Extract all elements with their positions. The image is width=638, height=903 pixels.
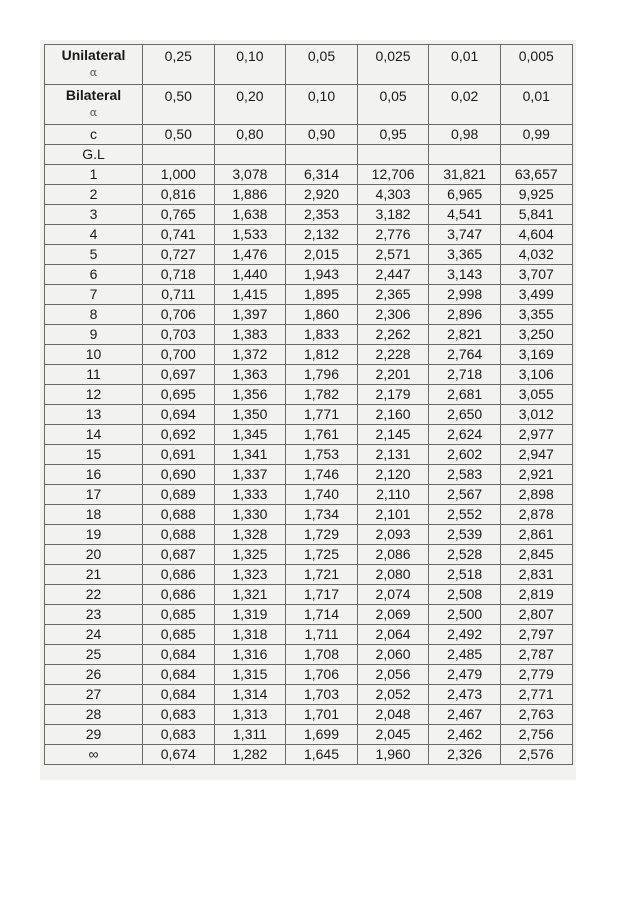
- critical-value-cell: 6,965: [429, 185, 501, 205]
- degrees-of-freedom-cell: 24: [45, 625, 143, 645]
- table-row: [45, 745, 573, 765]
- critical-value-cell: 0,695: [143, 385, 215, 405]
- critical-value-cell: 2,771: [500, 685, 572, 705]
- empty-cell: [500, 145, 572, 165]
- table-row: [45, 725, 573, 745]
- critical-value-cell: 1,943: [286, 265, 358, 285]
- c-value: 0,50: [143, 125, 215, 145]
- critical-value-cell: 2,797: [500, 625, 572, 645]
- critical-value-cell: 2,650: [429, 405, 501, 425]
- confidence-header-row: [45, 125, 573, 145]
- critical-value-cell: 3,078: [214, 165, 286, 185]
- critical-value-cell: 1,708: [286, 645, 358, 665]
- critical-value-cell: 0,692: [143, 425, 215, 445]
- critical-value-cell: 2,052: [357, 685, 429, 705]
- alpha-symbol: α: [89, 66, 98, 79]
- critical-value-cell: 1,313: [214, 705, 286, 725]
- critical-value-cell: 1,833: [286, 325, 358, 345]
- critical-value-cell: 3,182: [357, 205, 429, 225]
- critical-value-cell: 1,746: [286, 465, 358, 485]
- critical-value-cell: 1,397: [214, 305, 286, 325]
- bilateral-label: Bilateral: [65, 87, 122, 103]
- critical-value-cell: 9,925: [500, 185, 572, 205]
- critical-value-cell: 0,690: [143, 465, 215, 485]
- critical-value-cell: 2,779: [500, 665, 572, 685]
- unilateral-value: 0,01: [429, 45, 501, 85]
- critical-value-cell: 2,015: [286, 245, 358, 265]
- critical-value-cell: 0,741: [143, 225, 215, 245]
- degrees-of-freedom-cell: 18: [45, 505, 143, 525]
- critical-value-cell: 0,816: [143, 185, 215, 205]
- critical-value-cell: 2,896: [429, 305, 501, 325]
- critical-value-cell: 1,356: [214, 385, 286, 405]
- critical-value-cell: 1,314: [214, 685, 286, 705]
- critical-value-cell: 0,718: [143, 265, 215, 285]
- critical-value-cell: 0,727: [143, 245, 215, 265]
- critical-value-cell: 0,685: [143, 625, 215, 645]
- critical-value-cell: 1,699: [286, 725, 358, 745]
- critical-value-cell: 0,703: [143, 325, 215, 345]
- critical-value-cell: 1,325: [214, 545, 286, 565]
- critical-value-cell: 12,706: [357, 165, 429, 185]
- degrees-of-freedom-cell: 7: [45, 285, 143, 305]
- critical-value-cell: 2,201: [357, 365, 429, 385]
- critical-value-cell: 0,765: [143, 205, 215, 225]
- table-row: [45, 265, 573, 285]
- critical-value-cell: 2,485: [429, 645, 501, 665]
- critical-value-cell: 1,729: [286, 525, 358, 545]
- table-row: [45, 585, 573, 605]
- degrees-of-freedom-cell: 19: [45, 525, 143, 545]
- critical-value-cell: 2,998: [429, 285, 501, 305]
- critical-value-cell: 3,250: [500, 325, 572, 345]
- critical-value-cell: 2,539: [429, 525, 501, 545]
- critical-value-cell: 2,718: [429, 365, 501, 385]
- critical-value-cell: 2,756: [500, 725, 572, 745]
- critical-value-cell: 1,383: [214, 325, 286, 345]
- critical-value-cell: 1,476: [214, 245, 286, 265]
- critical-value-cell: 2,508: [429, 585, 501, 605]
- degrees-of-freedom-cell: 21: [45, 565, 143, 585]
- critical-value-cell: 0,683: [143, 705, 215, 725]
- critical-value-cell: 3,012: [500, 405, 572, 425]
- degrees-of-freedom-cell: 16: [45, 465, 143, 485]
- critical-value-cell: 1,706: [286, 665, 358, 685]
- degrees-of-freedom-cell: 6: [45, 265, 143, 285]
- critical-value-cell: 4,303: [357, 185, 429, 205]
- critical-value-cell: 2,763: [500, 705, 572, 725]
- critical-value-cell: 2,624: [429, 425, 501, 445]
- critical-value-cell: 2,160: [357, 405, 429, 425]
- degrees-of-freedom-cell: 20: [45, 545, 143, 565]
- table-row: [45, 385, 573, 405]
- degrees-of-freedom-cell: 17: [45, 485, 143, 505]
- critical-value-cell: 1,812: [286, 345, 358, 365]
- critical-value-cell: 0,684: [143, 685, 215, 705]
- critical-value-cell: 4,604: [500, 225, 572, 245]
- t-distribution-table: [44, 44, 573, 765]
- critical-value-cell: 1,796: [286, 365, 358, 385]
- critical-value-cell: 2,602: [429, 445, 501, 465]
- critical-value-cell: 3,365: [429, 245, 501, 265]
- critical-value-cell: 0,686: [143, 565, 215, 585]
- critical-value-cell: 2,064: [357, 625, 429, 645]
- critical-value-cell: 2,228: [357, 345, 429, 365]
- empty-cell: [143, 145, 215, 165]
- degrees-of-freedom-header-row: [45, 145, 573, 165]
- bilateral-value: 0,10: [286, 85, 358, 125]
- degrees-of-freedom-cell: 5: [45, 245, 143, 265]
- table-row: [45, 365, 573, 385]
- critical-value-cell: 0,691: [143, 445, 215, 465]
- critical-value-cell: 1,321: [214, 585, 286, 605]
- table-row: [45, 685, 573, 705]
- critical-value-cell: 1,319: [214, 605, 286, 625]
- critical-value-cell: 2,764: [429, 345, 501, 365]
- critical-value-cell: 3,707: [500, 265, 572, 285]
- critical-value-cell: 3,106: [500, 365, 572, 385]
- critical-value-cell: 2,920: [286, 185, 358, 205]
- unilateral-label: Unilateral: [61, 47, 126, 63]
- critical-value-cell: 2,977: [500, 425, 572, 445]
- critical-value-cell: 2,518: [429, 565, 501, 585]
- c-label: c: [45, 125, 143, 145]
- critical-value-cell: 2,479: [429, 665, 501, 685]
- critical-value-cell: 2,681: [429, 385, 501, 405]
- bilateral-value: 0,02: [429, 85, 501, 125]
- critical-value-cell: 1,886: [214, 185, 286, 205]
- critical-value-cell: 2,056: [357, 665, 429, 685]
- critical-value-cell: 2,179: [357, 385, 429, 405]
- critical-value-cell: 2,807: [500, 605, 572, 625]
- c-value: 0,80: [214, 125, 286, 145]
- table-row: [45, 425, 573, 445]
- critical-value-cell: 2,353: [286, 205, 358, 225]
- empty-cell: [214, 145, 286, 165]
- critical-value-cell: 2,787: [500, 645, 572, 665]
- critical-value-cell: 1,330: [214, 505, 286, 525]
- table-row: [45, 285, 573, 305]
- critical-value-cell: 2,462: [429, 725, 501, 745]
- bilateral-header-row: [45, 85, 573, 125]
- critical-value-cell: 2,845: [500, 545, 572, 565]
- degrees-of-freedom-cell: 23: [45, 605, 143, 625]
- critical-value-cell: 3,055: [500, 385, 572, 405]
- unilateral-value: 0,25: [143, 45, 215, 85]
- critical-value-cell: 1,771: [286, 405, 358, 425]
- critical-value-cell: 1,440: [214, 265, 286, 285]
- critical-value-cell: 1,645: [286, 745, 358, 765]
- critical-value-cell: 0,711: [143, 285, 215, 305]
- critical-value-cell: 1,415: [214, 285, 286, 305]
- critical-value-cell: 1,725: [286, 545, 358, 565]
- critical-value-cell: 3,747: [429, 225, 501, 245]
- critical-value-cell: 1,363: [214, 365, 286, 385]
- unilateral-value: 0,025: [357, 45, 429, 85]
- critical-value-cell: 2,821: [429, 325, 501, 345]
- critical-value-cell: 1,638: [214, 205, 286, 225]
- critical-value-cell: 2,500: [429, 605, 501, 625]
- critical-value-cell: 2,110: [357, 485, 429, 505]
- table-row: [45, 305, 573, 325]
- critical-value-cell: 1,703: [286, 685, 358, 705]
- critical-value-cell: 2,045: [357, 725, 429, 745]
- degrees-of-freedom-cell: 15: [45, 445, 143, 465]
- critical-value-cell: 1,761: [286, 425, 358, 445]
- critical-value-cell: 2,131: [357, 445, 429, 465]
- critical-value-cell: 1,717: [286, 585, 358, 605]
- unilateral-value: 0,10: [214, 45, 286, 85]
- degrees-of-freedom-cell: 2: [45, 185, 143, 205]
- table-row: [45, 405, 573, 425]
- critical-value-cell: 2,365: [357, 285, 429, 305]
- degrees-of-freedom-cell: 29: [45, 725, 143, 745]
- degrees-of-freedom-cell: 4: [45, 225, 143, 245]
- degrees-of-freedom-cell: 26: [45, 665, 143, 685]
- critical-value-cell: 1,895: [286, 285, 358, 305]
- critical-value-cell: 6,314: [286, 165, 358, 185]
- critical-value-cell: 1,318: [214, 625, 286, 645]
- critical-value-cell: 1,533: [214, 225, 286, 245]
- critical-value-cell: 3,143: [429, 265, 501, 285]
- critical-value-cell: 2,467: [429, 705, 501, 725]
- critical-value-cell: 1,316: [214, 645, 286, 665]
- critical-value-cell: 0,688: [143, 525, 215, 545]
- empty-cell: [357, 145, 429, 165]
- critical-value-cell: 31,821: [429, 165, 501, 185]
- table-row: [45, 245, 573, 265]
- critical-value-cell: 1,000: [143, 165, 215, 185]
- critical-value-cell: 0,684: [143, 645, 215, 665]
- critical-value-cell: 1,372: [214, 345, 286, 365]
- critical-value-cell: 1,341: [214, 445, 286, 465]
- critical-value-cell: 2,262: [357, 325, 429, 345]
- c-value: 0,90: [286, 125, 358, 145]
- critical-value-cell: 2,132: [286, 225, 358, 245]
- critical-value-cell: 1,350: [214, 405, 286, 425]
- critical-value-cell: 2,552: [429, 505, 501, 525]
- critical-value-cell: 2,086: [357, 545, 429, 565]
- critical-value-cell: 3,355: [500, 305, 572, 325]
- degrees-of-freedom-cell: 27: [45, 685, 143, 705]
- c-value: 0,99: [500, 125, 572, 145]
- table-row: [45, 705, 573, 725]
- table-row: [45, 325, 573, 345]
- table-row: [45, 545, 573, 565]
- critical-value-cell: 1,337: [214, 465, 286, 485]
- critical-value-cell: 1,753: [286, 445, 358, 465]
- critical-value-cell: 0,694: [143, 405, 215, 425]
- critical-value-cell: 0,700: [143, 345, 215, 365]
- alpha-symbol: α: [89, 106, 98, 119]
- critical-value-cell: 2,306: [357, 305, 429, 325]
- empty-cell: [429, 145, 501, 165]
- table-row: [45, 465, 573, 485]
- table-row: [45, 565, 573, 585]
- degrees-of-freedom-cell: 25: [45, 645, 143, 665]
- critical-value-cell: 2,921: [500, 465, 572, 485]
- bilateral-value: 0,01: [500, 85, 572, 125]
- unilateral-value: 0,005: [500, 45, 572, 85]
- critical-value-cell: 2,831: [500, 565, 572, 585]
- critical-value-cell: 1,315: [214, 665, 286, 685]
- critical-value-cell: 0,687: [143, 545, 215, 565]
- critical-value-cell: 0,686: [143, 585, 215, 605]
- critical-value-cell: 0,689: [143, 485, 215, 505]
- critical-value-cell: 2,093: [357, 525, 429, 545]
- degrees-of-freedom-cell: 13: [45, 405, 143, 425]
- critical-value-cell: 2,060: [357, 645, 429, 665]
- table-row: [45, 445, 573, 465]
- critical-value-cell: 2,074: [357, 585, 429, 605]
- critical-value-cell: 5,841: [500, 205, 572, 225]
- critical-value-cell: 2,048: [357, 705, 429, 725]
- critical-value-cell: 2,080: [357, 565, 429, 585]
- critical-value-cell: 4,541: [429, 205, 501, 225]
- unilateral-value: 0,05: [286, 45, 358, 85]
- critical-value-cell: 1,782: [286, 385, 358, 405]
- bilateral-label-cell: [45, 85, 143, 125]
- critical-value-cell: 1,711: [286, 625, 358, 645]
- critical-value-cell: 1,311: [214, 725, 286, 745]
- critical-value-cell: 4,032: [500, 245, 572, 265]
- critical-value-cell: 3,169: [500, 345, 572, 365]
- table-row: [45, 185, 573, 205]
- gl-label: G.L: [45, 145, 143, 165]
- degrees-of-freedom-cell: 1: [45, 165, 143, 185]
- c-value: 0,95: [357, 125, 429, 145]
- table-row: [45, 225, 573, 245]
- critical-value-cell: 1,701: [286, 705, 358, 725]
- table-row: [45, 645, 573, 665]
- critical-value-cell: 1,328: [214, 525, 286, 545]
- table-row: [45, 625, 573, 645]
- critical-value-cell: 2,583: [429, 465, 501, 485]
- critical-value-cell: 1,734: [286, 505, 358, 525]
- degrees-of-freedom-cell: 12: [45, 385, 143, 405]
- critical-value-cell: 2,326: [429, 745, 501, 765]
- critical-value-cell: 2,101: [357, 505, 429, 525]
- degrees-of-freedom-cell: ∞: [45, 745, 143, 765]
- critical-value-cell: 1,721: [286, 565, 358, 585]
- empty-cell: [286, 145, 358, 165]
- critical-value-cell: 1,333: [214, 485, 286, 505]
- critical-value-cell: 2,473: [429, 685, 501, 705]
- critical-value-cell: 2,447: [357, 265, 429, 285]
- critical-value-cell: 2,898: [500, 485, 572, 505]
- critical-value-cell: 1,323: [214, 565, 286, 585]
- table-row: [45, 665, 573, 685]
- unilateral-label-cell: [45, 45, 143, 85]
- critical-value-cell: 2,567: [429, 485, 501, 505]
- degrees-of-freedom-cell: 10: [45, 345, 143, 365]
- critical-value-cell: 0,683: [143, 725, 215, 745]
- critical-value-cell: 0,706: [143, 305, 215, 325]
- critical-value-cell: 0,684: [143, 665, 215, 685]
- table-row: [45, 205, 573, 225]
- critical-value-cell: 2,819: [500, 585, 572, 605]
- critical-value-cell: 63,657: [500, 165, 572, 185]
- table-row: [45, 485, 573, 505]
- critical-value-cell: 0,688: [143, 505, 215, 525]
- critical-value-cell: 2,069: [357, 605, 429, 625]
- bilateral-value: 0,20: [214, 85, 286, 125]
- c-value: 0,98: [429, 125, 501, 145]
- critical-value-cell: 1,282: [214, 745, 286, 765]
- bilateral-value: 0,05: [357, 85, 429, 125]
- critical-value-cell: 2,878: [500, 505, 572, 525]
- critical-value-cell: 2,947: [500, 445, 572, 465]
- table-row: [45, 605, 573, 625]
- table-row: [45, 345, 573, 365]
- degrees-of-freedom-cell: 3: [45, 205, 143, 225]
- critical-value-cell: 2,861: [500, 525, 572, 545]
- degrees-of-freedom-cell: 11: [45, 365, 143, 385]
- critical-value-cell: 3,499: [500, 285, 572, 305]
- critical-value-cell: 1,345: [214, 425, 286, 445]
- bilateral-value: 0,50: [143, 85, 215, 125]
- critical-value-cell: 1,960: [357, 745, 429, 765]
- degrees-of-freedom-cell: 14: [45, 425, 143, 445]
- degrees-of-freedom-cell: 8: [45, 305, 143, 325]
- critical-value-cell: 0,674: [143, 745, 215, 765]
- table-row: [45, 525, 573, 545]
- critical-value-cell: 2,776: [357, 225, 429, 245]
- critical-value-cell: 1,740: [286, 485, 358, 505]
- degrees-of-freedom-cell: 28: [45, 705, 143, 725]
- table-row: [45, 165, 573, 185]
- critical-value-cell: 2,145: [357, 425, 429, 445]
- critical-value-cell: 2,120: [357, 465, 429, 485]
- critical-value-cell: 2,528: [429, 545, 501, 565]
- critical-value-cell: 2,576: [500, 745, 572, 765]
- degrees-of-freedom-cell: 22: [45, 585, 143, 605]
- critical-value-cell: 0,685: [143, 605, 215, 625]
- unilateral-header-row: [45, 45, 573, 85]
- critical-value-cell: 2,492: [429, 625, 501, 645]
- critical-value-cell: 1,860: [286, 305, 358, 325]
- critical-value-cell: 0,697: [143, 365, 215, 385]
- table-row: [45, 505, 573, 525]
- critical-value-cell: 2,571: [357, 245, 429, 265]
- degrees-of-freedom-cell: 9: [45, 325, 143, 345]
- critical-value-cell: 1,714: [286, 605, 358, 625]
